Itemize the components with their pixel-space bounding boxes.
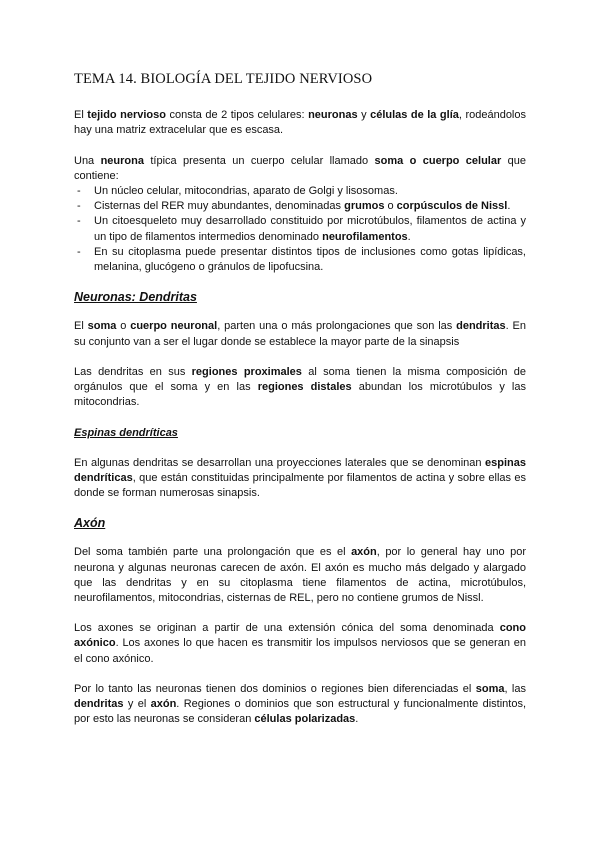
list-item: - Un citoesqueleto muy desarrollado constituido por microtúbulos, filamentos de actina y un tipo de filamentos intermedios denominado neurofilamentos. [74, 214, 526, 244]
bold-term: soma o cuerpo celular [374, 154, 502, 167]
bold-term: grumos [344, 200, 385, 213]
espinas-paragraph-1: En algunas dendritas se desarrollan una proyecciones laterales que se denominan espinas dendríticas, que están constituidas principalmente por filamentos de actina y sobre ellas es donde se forman numerosas sinapsis. [74, 456, 526, 500]
bold-term: axón [150, 698, 177, 711]
bold-term: tejido nervioso [87, 109, 166, 122]
soma-contents-list [74, 184, 526, 275]
bold-term: dendritas [74, 698, 124, 711]
bold-term: neuronas [308, 109, 358, 122]
axon-paragraph-3: Por lo tanto las neuronas tienen dos dominios o regiones bien diferenciadas el soma, las dendritas y el axón. Regiones o dominios que son estructural y funcionalmente distintos, por esto las neuronas se consideran células polarizadas. [74, 682, 526, 726]
intro-paragraph-1: El tejido nervioso consta de 2 tipos celulares: neuronas y células de la glía, rodeándolos hay una matriz extracelular que es escasa. [74, 109, 526, 137]
list-item: - En su citoplasma puede presentar distintos tipos de inclusiones como gotas lipídicas, melanina, glucógeno o gránulos de lipofucsina. [74, 245, 526, 275]
axon-paragraph-1: Del soma también parte una prolongación que es el axón, por lo general hay uno por neurona y algunas neuronas carecen de axón. El axón es mucho más delgado y alargado que las dendritas y en su citoplasma tiene filamentos de actina, microtúbulos, neurofilamentos, mitocondrias, cisternas de REL, pero no contiene grumos de Nissl. [74, 546, 526, 605]
list-item: - Un núcleo celular, mitocondrias, aparato de Golgi y lisosomas. [74, 184, 526, 199]
dendritas-paragraph-1: El soma o cuerpo neuronal, parten una o más prolongaciones que son las dendritas. En su conjunto van a ser el lugar donde se establece la mayor parte de la sinapsis [74, 320, 527, 348]
document-page [74, 72, 526, 728]
dendritas-paragraph-2: Las dendritas en sus regiones proximales al soma tienen la misma composición de orgánulos que el soma y en las regiones distales abundan los microtúbulos y las mitocondrias. [74, 365, 526, 409]
document-title: TEMA 14. BIOLOGÍA DEL TEJIDO NERVIOSO [74, 71, 373, 87]
bold-term: regiones distales [257, 381, 352, 394]
bold-term: regiones proximales [191, 365, 302, 378]
bold-term: soma [475, 682, 505, 695]
bold-term: células polarizadas [254, 713, 356, 726]
bold-term: neurofilamentos [322, 230, 408, 243]
bold-term: soma [87, 320, 117, 333]
bold-term: células de la glía [370, 109, 459, 122]
bold-term: neurona [100, 154, 144, 167]
bold-term: espinas dendríticas [74, 456, 526, 484]
bold-term: cuerpo neuronal [130, 320, 218, 333]
axon-paragraph-2: Los axones se originan a partir de una extensión cónica del soma denominada cono axónico. Los axones lo que hacen es transmitir los impulsos nerviosos que se generan en el cono axónico. [74, 622, 526, 665]
list-item: - Cisternas del RER muy abundantes, denominadas grumos o corpúsculos de Nissl. [74, 199, 526, 214]
heading-axon: Axón [74, 516, 106, 531]
heading-dendritas: Neuronas: Dendritas [74, 290, 197, 305]
bold-term: corpúsculos de Nissl [396, 200, 508, 213]
heading-espinas: Espinas dendríticas [74, 427, 178, 440]
intro-paragraph-2: Una neurona típica presenta un cuerpo celular llamado soma o cuerpo celular que contiene: [74, 154, 526, 182]
bold-term: axón [351, 546, 377, 559]
bold-term: dendritas [456, 320, 506, 333]
bold-term: cono axónico [74, 622, 526, 650]
